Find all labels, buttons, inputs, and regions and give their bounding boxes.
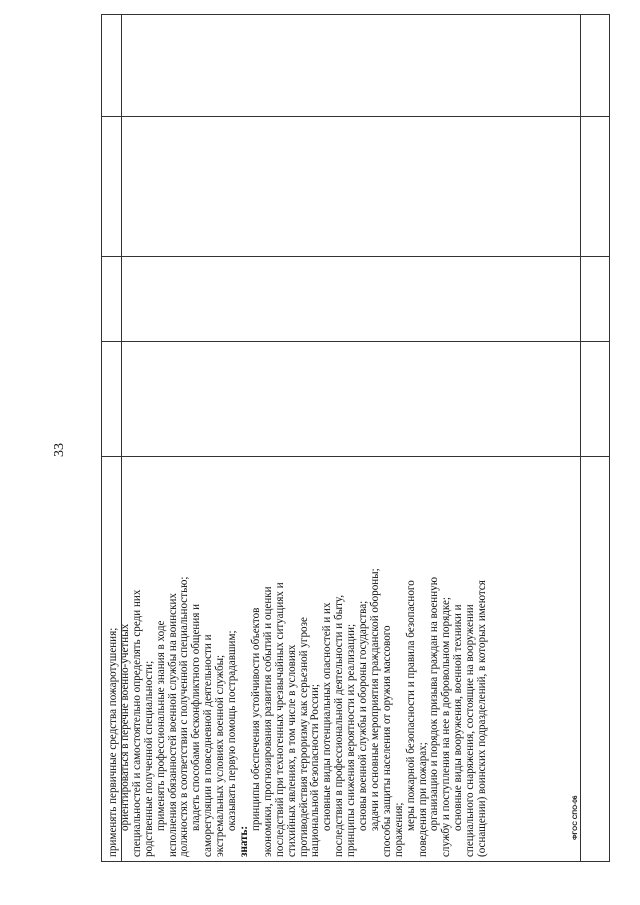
text-line: основные виды потенциальных опасностей и их — [321, 602, 334, 831]
text-line: принципы обеспечения устойчивости объектов — [249, 607, 262, 831]
text-line: службу и поступления на нее в добровольном порядке; — [440, 597, 453, 857]
text-line: исполнения обязанностей военной службы на воинских — [166, 593, 179, 857]
table-row-divider — [101, 341, 610, 342]
footer-label: ФГОС СПО-06 — [572, 795, 579, 840]
text-line: национальной безопасности России; — [309, 684, 322, 857]
text-line: последствий при техногенных чрезвычайных ситуациях и — [273, 582, 286, 857]
text-line: применять первичные средства пожаротушения; — [107, 627, 119, 857]
text-line: экономики, прогнозирования развития событий и оценки — [261, 586, 274, 857]
text-line: способы защиты населения от оружия массового — [380, 625, 393, 857]
text-line: владеть способами бесконфликтного общения и — [190, 603, 203, 831]
text-line: знать: — [237, 825, 250, 857]
text-line: ориентироваться в перечне военно-учетных — [118, 623, 131, 831]
text-line: организацию и порядок призыва граждан на военную — [428, 576, 441, 831]
text-line: основные виды вооружения, военной техники и — [452, 604, 465, 831]
text-line: (оснащении) воинских подразделений, в которых имеются — [476, 580, 489, 857]
text-line: поведения при пожарах; — [416, 742, 429, 857]
text-line: специального снаряжения, состоящие на вооружении — [464, 604, 477, 857]
table-row-divider — [101, 256, 610, 257]
page-number: 33 — [52, 443, 67, 457]
table-row-divider — [101, 116, 610, 117]
text-line: должностях в соответствии с полученной специальностью; — [178, 576, 191, 857]
text-line: принципы снижения вероятности их реализации; — [345, 623, 358, 857]
text-line: стихийных явлениях, в том числе в условиях — [285, 644, 298, 857]
text-line: последствия в профессиональной деятельности и быту, — [333, 595, 346, 857]
text-line: применять профессиональные знания в ходе — [154, 620, 167, 831]
text-line: задачи и основные мероприятия гражданской обороны; — [368, 568, 381, 831]
text-line: основы военной службы и обороны государства; — [357, 600, 370, 831]
text-line: меры пожарной безопасности и правила безопасного — [404, 580, 417, 831]
text-line: поражения; — [392, 802, 405, 857]
text-line: оказывать первую помощь пострадавшим; — [226, 630, 239, 831]
text-line: экстремальных условиях военной службы; — [214, 654, 227, 857]
text-line: специальностей и самостоятельно определять среди них — [130, 589, 143, 857]
text-line: противодействия терроризму как серьезной угрозе — [297, 617, 310, 857]
text-line: родственные полученной специальности; — [142, 660, 155, 857]
text-line: саморегуляции в повседневной деятельности и — [202, 634, 215, 857]
body-text — [108, 444, 583, 857]
